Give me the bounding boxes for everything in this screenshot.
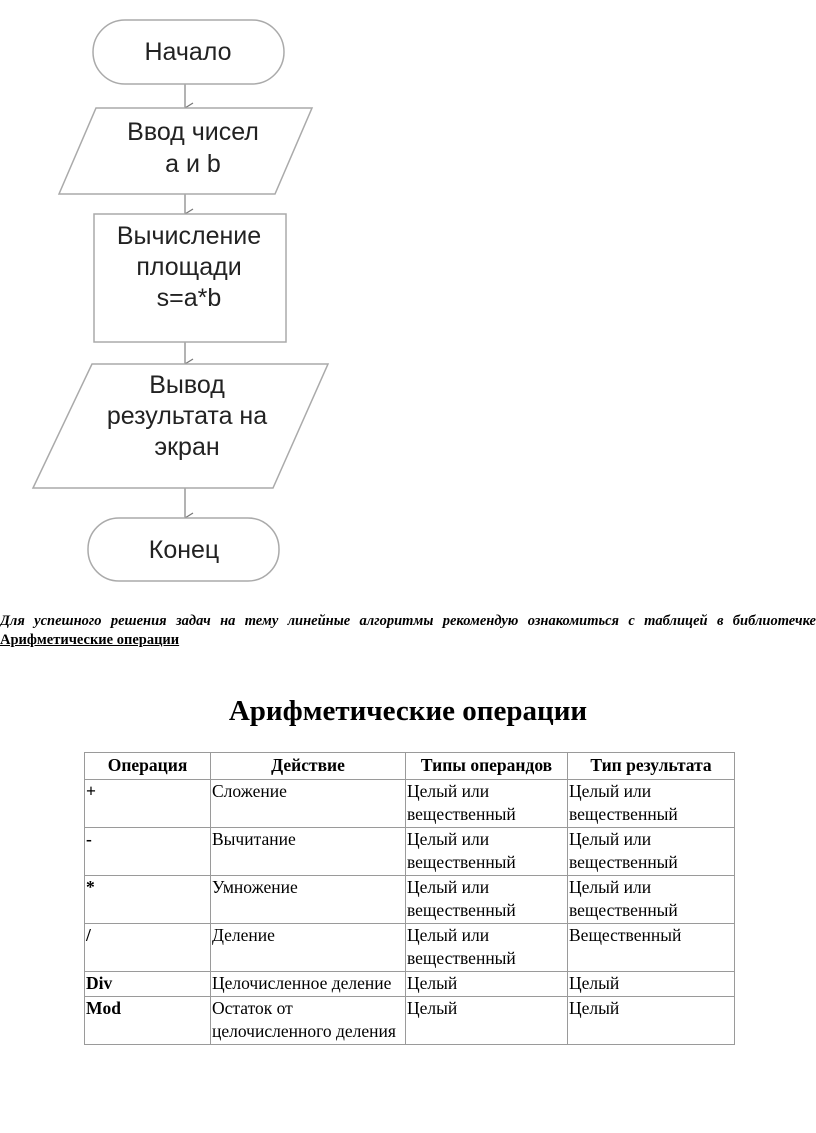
intro-paragraph bbox=[0, 612, 816, 650]
cell-action: Умножение bbox=[211, 876, 406, 924]
cell-operation: Div bbox=[85, 972, 211, 997]
input-parallelogram bbox=[59, 108, 312, 194]
cell-action: Вычитание bbox=[211, 828, 406, 876]
cell-operand-types: Целый bbox=[406, 997, 568, 1045]
cell-operation: Mod bbox=[85, 997, 211, 1045]
cell-result-type: Вещественный bbox=[568, 924, 735, 972]
operations-table bbox=[84, 752, 735, 1045]
cell-operation: - bbox=[85, 828, 211, 876]
process-label-line-3: s=a*b bbox=[156, 284, 222, 312]
end-terminator bbox=[88, 518, 279, 581]
output-label-line-3: экран bbox=[154, 433, 220, 461]
cell-operand-types: Целый или вещественный bbox=[406, 924, 568, 972]
input-label-line-2: а и b bbox=[165, 150, 221, 178]
end-label: Конец bbox=[148, 536, 220, 564]
cell-result-type: Целый bbox=[568, 997, 735, 1045]
cell-operand-types: Целый или вещественный bbox=[406, 828, 568, 876]
cell-action: Деление bbox=[211, 924, 406, 972]
header-action: Действие bbox=[211, 753, 406, 780]
cell-result-type: Целый или вещественный bbox=[568, 780, 735, 828]
intro-text: Для успешного решения задач на тему линейные алгоритмы рекомендую ознакомиться с таблицей в библиотечке bbox=[0, 613, 816, 629]
cell-operation: * bbox=[85, 876, 211, 924]
flowchart-diagram bbox=[0, 0, 400, 590]
cell-operand-types: Целый или вещественный bbox=[406, 876, 568, 924]
cell-result-type: Целый или вещественный bbox=[568, 828, 735, 876]
table-row bbox=[85, 876, 735, 924]
cell-result-type: Целый или вещественный bbox=[568, 876, 735, 924]
table-header-row bbox=[85, 753, 735, 780]
cell-action: Остаток от целочисленного деления bbox=[211, 997, 406, 1045]
cell-action: Целочисленное деление bbox=[211, 972, 406, 997]
process-label-line-2: площади bbox=[136, 253, 242, 281]
cell-operation: / bbox=[85, 924, 211, 972]
process-label-line-1: Вычисление bbox=[116, 222, 262, 250]
cell-operation: + bbox=[85, 780, 211, 828]
output-parallelogram bbox=[33, 364, 328, 488]
table-row bbox=[85, 828, 735, 876]
header-operand-types: Типы операндов bbox=[406, 753, 568, 780]
table-row bbox=[85, 780, 735, 828]
header-operation: Операция bbox=[85, 753, 211, 780]
header-result-type: Тип результата bbox=[568, 753, 735, 780]
cell-action: Сложение bbox=[211, 780, 406, 828]
table-row bbox=[85, 972, 735, 997]
table-title: Арифметические операции bbox=[228, 695, 588, 727]
input-label-line-1: Ввод чисел bbox=[127, 118, 259, 146]
cell-operand-types: Целый bbox=[406, 972, 568, 997]
output-label-line-2: результата на bbox=[106, 402, 268, 430]
cell-operand-types: Целый или вещественный bbox=[406, 780, 568, 828]
table-row bbox=[85, 997, 735, 1045]
cell-result-type: Целый bbox=[568, 972, 735, 997]
arithmetic-operations-link[interactable]: Арифметические операции bbox=[0, 632, 180, 648]
table-row bbox=[85, 924, 735, 972]
start-label: Начало bbox=[144, 38, 232, 66]
start-terminator bbox=[93, 20, 284, 84]
process-box bbox=[94, 214, 286, 342]
output-label-line-1: Вывод bbox=[149, 371, 225, 399]
